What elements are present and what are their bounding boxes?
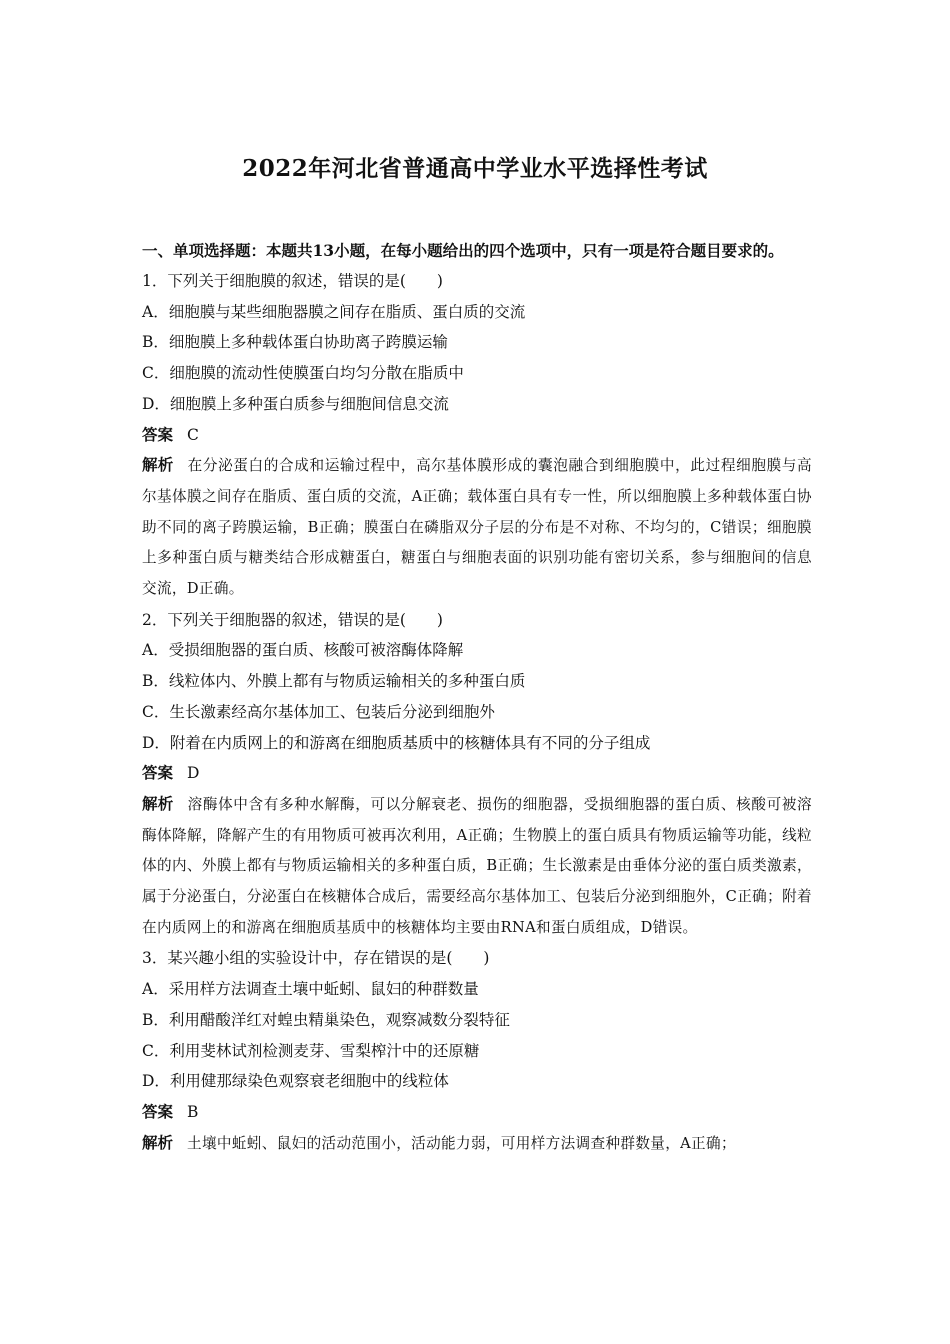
analysis-text: 土壤中蚯蚓、鼠妇的活动范围小，活动能力弱，可用样方法调查种群数量，A正确； <box>187 1134 736 1152</box>
option-d: D．利用健那绿染色观察衰老细胞中的线粒体 <box>142 1072 449 1091</box>
answer-value: D <box>187 764 200 783</box>
answer-row <box>142 420 812 451</box>
option-a: A．受损细胞器的蛋白质、核酸可被溶酶体降解 <box>142 641 464 660</box>
analysis-text: 溶酶体中含有多种水解酶，可以分解衰老、损伤的细胞器，受损细胞器的蛋白质、核酸可被溶酶体降解，降解产生的有用物质可被再次利用，A正确；生物膜上的蛋白质具有物质运输等功能，线粒体的内、外膜上都有与物质运输相关的多种蛋白质，B正确；生长激素是由垂体分泌的蛋白质类激素，属于分泌蛋白，分泌蛋白在核糖体合成后，需要经高尔基体加工、包装后分泌到细胞外，C正确；附着在内质网上的和游离在细胞质基质中的核糖体均主要由RNA和蛋白质组成，D错误。 <box>142 795 812 936</box>
question-3 <box>142 943 812 1159</box>
answer-value: C <box>187 425 199 444</box>
question-stem: 3．某兴趣小组的实验设计中，存在错误的是( ) <box>142 949 490 968</box>
question-stem: 2．下列关于细胞器的叙述，错误的是( ) <box>142 610 443 629</box>
analysis-paragraph <box>142 450 812 605</box>
document-body <box>142 236 812 1159</box>
analysis-label: 解析 <box>142 793 174 813</box>
question-1 <box>142 266 812 605</box>
answer-row <box>142 1097 812 1128</box>
option-b: B．线粒体内、外膜上都有与物质运输相关的多种蛋白质 <box>142 672 526 691</box>
option-c: C．利用斐林试剂检测麦芽、雪梨榨汁中的还原糖 <box>142 1041 480 1060</box>
answer-label: 答案 <box>142 424 174 444</box>
answer-label: 答案 <box>142 763 174 783</box>
analysis-text: 在分泌蛋白的合成和运输过程中，高尔基体膜形成的囊泡融合到细胞膜中，此过程细胞膜与高尔基体膜之间存在脂质、蛋白质的交流，A正确；载体蛋白具有专一性，所以细胞膜上多种载体蛋白协助不同的离子跨膜运输，B正确；膜蛋白在磷脂双分子层的分布是不对称、不均匀的，C错误；细胞膜上多种蛋白质与糖类结合形成糖蛋白，糖蛋白与细胞表面的识别功能有密切关系，参与细胞间的信息交流，D正确。 <box>142 457 812 598</box>
analysis-label: 解析 <box>142 1132 174 1152</box>
section-heading: 一、单项选择题：本题共13小题，在每小题给出的四个选项中，只有一项是符合题目要求的。 <box>142 241 784 260</box>
question-stem: 1．下列关于细胞膜的叙述，错误的是( ) <box>142 272 443 290</box>
analysis-label: 解析 <box>142 455 174 475</box>
option-b: B．细胞膜上多种载体蛋白协助离子跨膜运输 <box>142 333 448 352</box>
option-c: C．生长激素经高尔基体加工、包装后分泌到细胞外 <box>142 702 495 721</box>
question-2 <box>142 605 812 944</box>
answer-label: 答案 <box>142 1101 174 1121</box>
option-c: C．细胞膜的流动性使膜蛋白均匀分散在脂质中 <box>142 364 464 383</box>
exam-title: 2022年河北省普通高中学业水平选择性考试 <box>242 155 708 182</box>
answer-value: B <box>187 1102 199 1121</box>
option-a: A．采用样方法调查土壤中蚯蚓、鼠妇的种群数量 <box>142 980 479 999</box>
option-d: D．细胞膜上多种蛋白质参与细胞间信息交流 <box>142 394 449 413</box>
analysis-paragraph <box>142 1128 812 1160</box>
option-a: A．细胞膜与某些细胞器膜之间存在脂质、蛋白质的交流 <box>142 302 526 321</box>
answer-row <box>142 758 812 789</box>
analysis-paragraph <box>142 789 812 944</box>
option-b: B．利用醋酸洋红对蝗虫精巢染色，观察减数分裂特征 <box>142 1010 510 1029</box>
option-d: D．附着在内质网上的和游离在细胞质基质中的核糖体具有不同的分子组成 <box>142 733 651 752</box>
